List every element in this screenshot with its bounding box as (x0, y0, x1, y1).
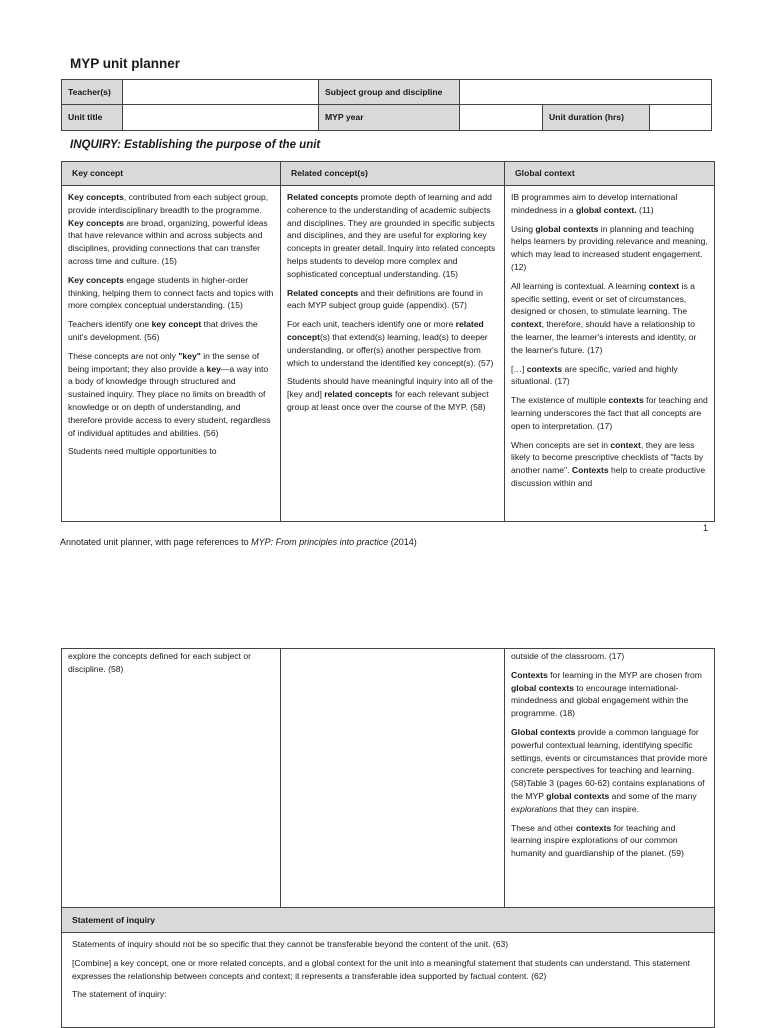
unit-duration-label: Unit duration (hrs) (543, 105, 650, 131)
page-number: 1 (702, 523, 708, 533)
key-concept-cell: Key concepts, contributed from each subject group, provide interdisciplinary breadth to the programme. Key concepts are broad, organizing, powerful ideas that have relevance within and across subjects and disciplines, providing connections that can transfer across time and culture. (15) Key concepts engage students in higher-order thinking, helping them to connect facts and topics with more complex conceptual understanding. (15) Teachers identify one key concept that drives the unit's development. (56) These concepts are not only "key" in the sense of being important; they also provide a key—a way into a body of knowledge through structured and sustained inquiry. They place no limits on breadth of knowledge or on depth of understanding, and therefore provide access to every student, regardless of individual aptitudes and abilities. (56) Students need multiple opportunities to (62, 186, 281, 522)
footer-note: Annotated unit planner, with page references to MYP: From principles into practice (2014) (60, 537, 417, 547)
concepts-table (61, 161, 715, 522)
teachers-label: Teacher(s) (62, 80, 123, 105)
key-concept-cell-continued: explore the concepts defined for each subject or discipline. (58) (62, 649, 281, 908)
statement-of-inquiry-cell: Statements of inquiry should not be so specific that they cannot be transferable beyond the content of the unit. (63) [Combine] a key concept, one or more related concepts, and a global context for the unit into a meaningful statement that students can understand. This statement expresses the relationship between concepts and context; it represents a transferable idea supported by factual content. (62) The statement of inquiry: (62, 933, 715, 1028)
key-concept-header: Key concept (62, 162, 281, 186)
related-concept-header: Related concept(s) (281, 162, 505, 186)
myp-year-label: MYP year (319, 105, 460, 131)
unit-title-field[interactable] (123, 105, 319, 131)
subject-group-label: Subject group and discipline (319, 80, 460, 105)
statement-of-inquiry-header: Statement of inquiry (62, 908, 715, 933)
related-concept-cell-continued (281, 649, 505, 908)
myp-year-field[interactable] (460, 105, 543, 131)
subject-group-field[interactable] (460, 80, 712, 105)
global-context-header: Global context (505, 162, 715, 186)
unit-duration-field[interactable] (650, 105, 712, 131)
related-concept-cell: Related concepts promote depth of learning and add coherence to the understanding of academic subjects and disciplines. They are grounded in specific subjects and disciplines, and they are useful for exploring key concepts in greater detail. Inquiry into related concepts helps students to develop more complex and sophisticated conceptual understanding. (15) Related concepts and their definitions are found in each MYP subject group guide (appendix). (57) For each unit, teachers identify one or more related concept(s) that extend(s) learning, lead(s) to deeper understanding, or offer(s) another perspective from which to understand the identified key concept(s). (57) Students should have meaningful inquiry into all of the [key and] related concepts for each relevant subject group at least once over the course of the MYP. (58) (281, 186, 505, 522)
page-title: MYP unit planner (70, 56, 181, 71)
global-context-cell-continued: outside of the classroom. (17) Contexts for learning in the MYP are chosen from global contexts to encourage international-mindedness and global engagement within the programme. (18) Global contexts provide a common language for powerful contextual learning, identifying specific settings, events or circumstances that provide more concrete perspectives for teaching and learning. (58)Table 3 (pages 60-62) contains explanations of the MYP global contexts and some of the many explorations that they can inspire. These and other contexts for teaching and learning inspire explorations of our common humanity and guardianship of the planet. (59) (505, 649, 715, 908)
concepts-table-continued (61, 648, 715, 1028)
teachers-field[interactable] (123, 80, 319, 105)
global-context-cell: IB programmes aim to develop international mindedness in a global context. (11) Using global contexts in planning and teaching helps learners by providing relevance and meaning, which may lead to increased student engagement. (12) All learning is contextual. A learning context is a specific setting, event or set of circumstances, designed or chosen, to stimulate learning. The context, therefore, should have a relationship to the learner, the learner's interests and identity, or the learner's future. (17) […] contexts are specific, varied and highly situational. (17) The existence of multiple contexts for teaching and learning underscores the fact that all concepts are open to interpretation. (17) When concepts are set in context, they are less likely to become prescriptive checklists of "facts by another name". Contexts help to create productive discussion within and (505, 186, 715, 522)
unit-header-table (61, 79, 712, 131)
inquiry-heading: INQUIRY: Establishing the purpose of the unit (70, 139, 321, 151)
unit-title-label: Unit title (62, 105, 123, 131)
